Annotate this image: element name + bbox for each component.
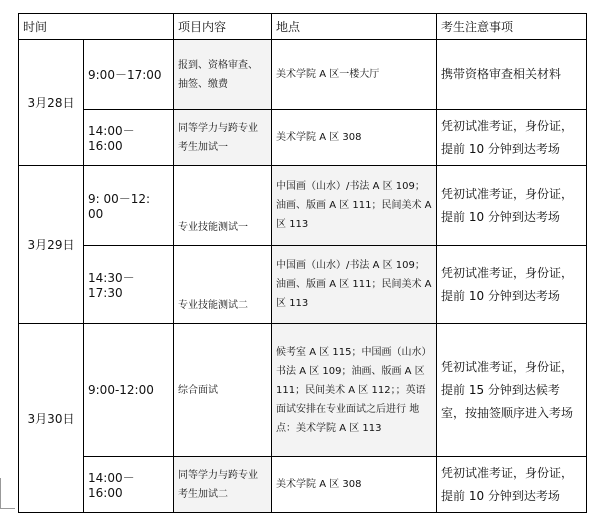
notes-cell: 凭初试准考证，身份证，提前 15 分钟到达候考室，按抽签顺序进入考场 [437,324,587,457]
time-cell: 14:30－17:30 [84,246,174,324]
item-cell: 同等学力与跨专业考生加试一 [174,110,272,166]
table-row [19,246,587,324]
table-row [19,457,587,513]
notes-cell: 凭初试准考证，身份证，提前 10 分钟到达考场 [437,457,587,513]
time-cell: 14:00－16:00 [84,110,174,166]
location-cell: 美术学院 A 区一楼大厅 [272,40,437,110]
date-cell: 3月28日 [19,40,84,166]
item-cell: 同等学力与跨专业考生加试二 [174,457,272,513]
item-cell: 专业技能测试一 [174,166,272,246]
exam-schedule-table [18,13,587,513]
header-row [19,14,587,40]
time-cell: 9:00－17:00 [84,40,174,110]
notes-cell: 携带资格审查相关材料 [437,40,587,110]
item-cell: 专业技能测试二 [174,246,272,324]
location-cell: 美术学院 A 区 308 [272,110,437,166]
time-cell: 9: 00－12: 00 [84,166,174,246]
header-item: 项目内容 [174,14,272,40]
item-cell: 报到、资格审查、抽签、缴费 [174,40,272,110]
notes-cell: 凭初试准考证，身份证，提前 10 分钟到达考场 [437,166,587,246]
table-row [19,324,587,457]
header-notes: 考生注意事项 [437,14,587,40]
location-cell: 中国画（山水）/书法 A 区 109；油画、版画 A 区 111；民间美术 A 区 113 [272,166,437,246]
table-row [19,110,587,166]
notes-cell: 凭初试准考证，身份证，提前 10 分钟到达考场 [437,246,587,324]
header-location: 地点 [272,14,437,40]
location-cell: 美术学院 A 区 308 [272,457,437,513]
page-corner-mark [0,478,15,509]
table-row [19,166,587,246]
date-cell: 3月30日 [19,324,84,513]
location-cell: 候考室 A 区 115；中国画（山水）书法 A 区 109；油画、版画 A 区 111；民间美术 A 区 112；；英语面试安排在专业面试之后进行 地点：美术学院 A 区 113 [272,324,437,457]
date-cell: 3月29日 [19,166,84,324]
notes-cell: 凭初试准考证，身份证，提前 10 分钟到达考场 [437,110,587,166]
time-cell: 14:00－16:00 [84,457,174,513]
table-row [19,40,587,110]
time-cell: 9:00-12:00 [84,324,174,457]
item-cell: 综合面试 [174,324,272,457]
header-time: 时间 [19,14,174,40]
location-cell: 中国画（山水）/书法 A 区 109；油画、版画 A 区 111；民间美术 A 区 113 [272,246,437,324]
